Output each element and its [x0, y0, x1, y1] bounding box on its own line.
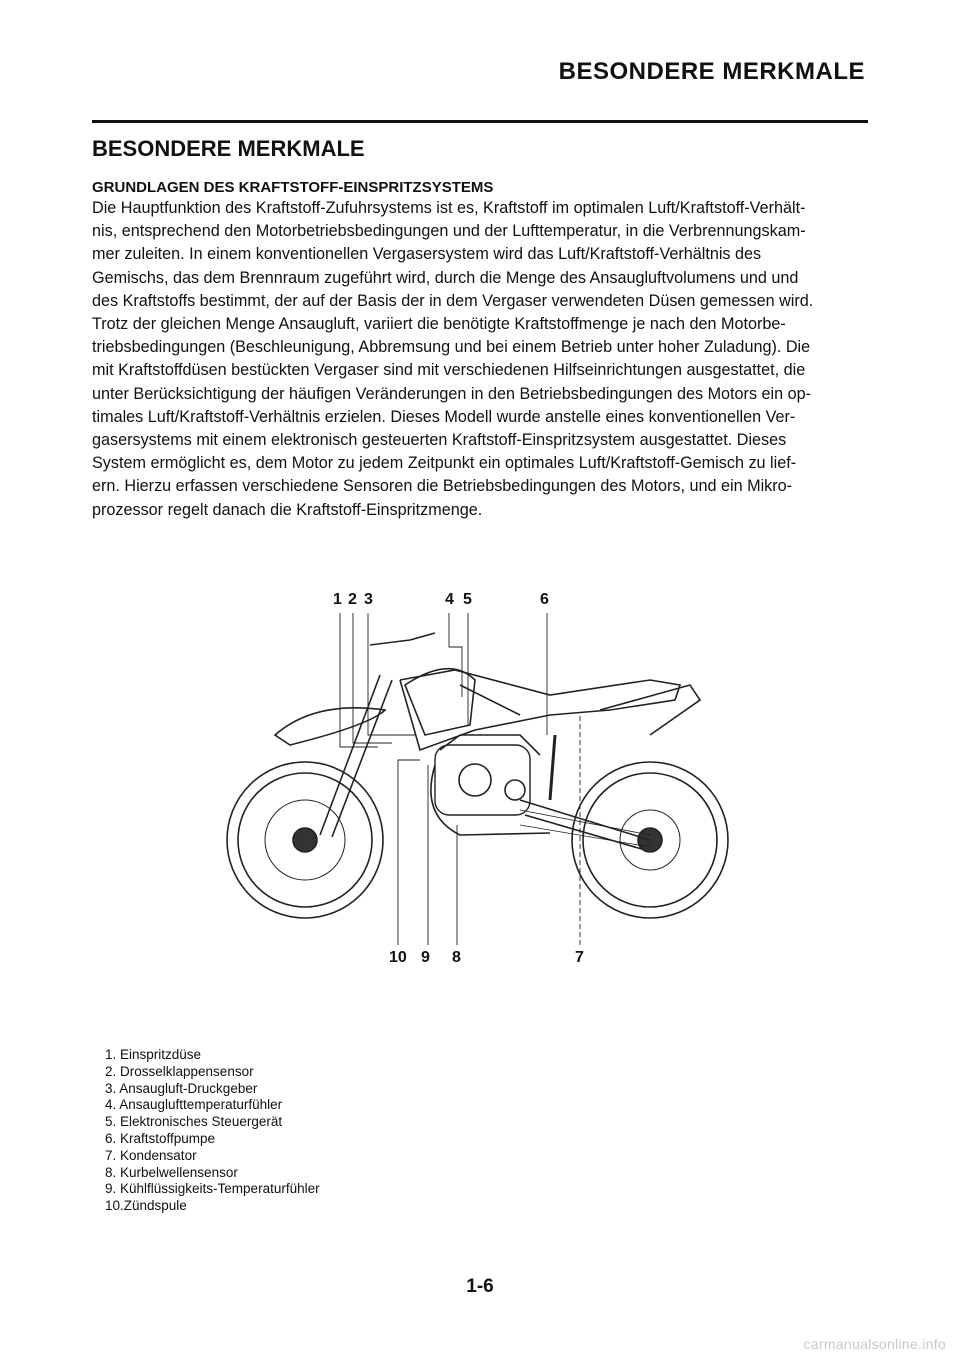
section-title: BESONDERE MERKMALE	[92, 136, 365, 161]
legend-item: 3. Ansaugluft-Druckgeber	[105, 1080, 258, 1096]
body-line: timales Luft/Kraftstoff-Verhältnis erzielen. Dieses Modell wurde anstelle eines konventionellen Ver-	[92, 407, 796, 426]
callout-2: 2	[348, 591, 357, 608]
legend-item: 9. Kühlflüssigkeits-Temperaturfühler	[105, 1181, 320, 1197]
page-number: 1-6	[466, 1276, 494, 1297]
legend-item: 2. Drosselklappensensor	[105, 1063, 254, 1079]
legend-item: 5. Elektronisches Steuergerät	[105, 1114, 283, 1130]
subsection-title: GRUNDLAGEN DES KRAFTSTOFF-EINSPRITZSYSTEMS	[92, 179, 494, 196]
callout-9: 9	[421, 949, 430, 966]
legend-item: 10.Zündspule	[105, 1198, 187, 1214]
legend-item: 7. Kondensator	[105, 1147, 197, 1163]
legend-item: 6. Kraftstoffpumpe	[105, 1130, 216, 1146]
callout-6: 6	[540, 591, 549, 608]
body-line: System ermöglicht es, dem Motor zu jedem Zeitpunkt ein optimales Luft/Kraftstoff-Gemisch zu lief-	[92, 454, 797, 473]
callout-3: 3	[364, 591, 373, 608]
callout-8: 8	[452, 949, 461, 966]
body-line: prozessor regelt danach die Kraftstoff-Einspritzmenge.	[92, 500, 483, 519]
body-line: mit Kraftstoffdüsen bestückten Vergaser sind mit verschiedenen Hilfseinrichtungen ausgestattet, die	[92, 361, 806, 380]
figure-legend	[105, 1047, 320, 1215]
body-line: Gemischs, das dem Brennraum zugeführt wird, durch die Menge des Ansaugluftvolumens und und	[92, 268, 799, 287]
callout-4: 4	[445, 591, 454, 608]
callout-10: 10	[389, 949, 407, 966]
body-line: gasersystems mit einem elektronisch gesteuerten Kraftstoff-Einspritzsystem ausgestattet. Dieses	[92, 431, 787, 450]
watermark: carmanualsonline.info	[803, 1336, 946, 1352]
legend-item: 4. Ansauglufttemperaturfühler	[105, 1097, 283, 1113]
body-line: triebsbedingungen (Beschleunigung, Abbremsung und bei einem Betrieb unter hoher Zuladung). Die	[92, 338, 811, 357]
body-line: Die Hauptfunktion des Kraftstoff-Zufuhrsystems ist es, Kraftstoff im optimalen Luft/Kraftstoff-Verhält-	[92, 199, 806, 217]
callout-7: 7	[575, 949, 584, 966]
motorcycle-figure	[220, 585, 740, 975]
callout-1: 1	[333, 591, 342, 608]
body-line: ern. Hierzu erfassen verschiedene Sensoren die Betriebsbedingungen des Motors, und ein Mikro-	[92, 477, 793, 496]
callout-5: 5	[463, 591, 472, 608]
legend-item: 1. Einspritzdüse	[105, 1047, 202, 1062]
motorcycle-illustration	[220, 585, 740, 975]
running-header: BESONDERE MERKMALE	[558, 58, 865, 85]
legend-item: 8. Kurbelwellensensor	[105, 1164, 238, 1180]
header-rule	[92, 120, 868, 123]
body-line: nis, entsprechend den Motorbetriebsbedingungen und der Lufttemperatur, in die Verbrennungskam-	[92, 222, 806, 241]
body-line: des Kraftstoffs bestimmt, der auf der Basis der in dem Vergaser verwendeten Düsen gemessen wird.	[92, 291, 814, 310]
body-line: unter Berücksichtigung der häufigen Veränderungen in den Betriebsbedingungen des Motors ein op-	[92, 384, 812, 403]
body-line: Trotz der gleichen Menge Ansaugluft, variiert die benötigte Kraftstoffmenge je nach den Motorbe-	[92, 315, 786, 334]
body-paragraph	[92, 197, 868, 522]
body-line: mer zuleiten. In einem konventionellen Vergasersystem wird das Luft/Kraftstoff-Verhältnis des	[92, 245, 762, 264]
